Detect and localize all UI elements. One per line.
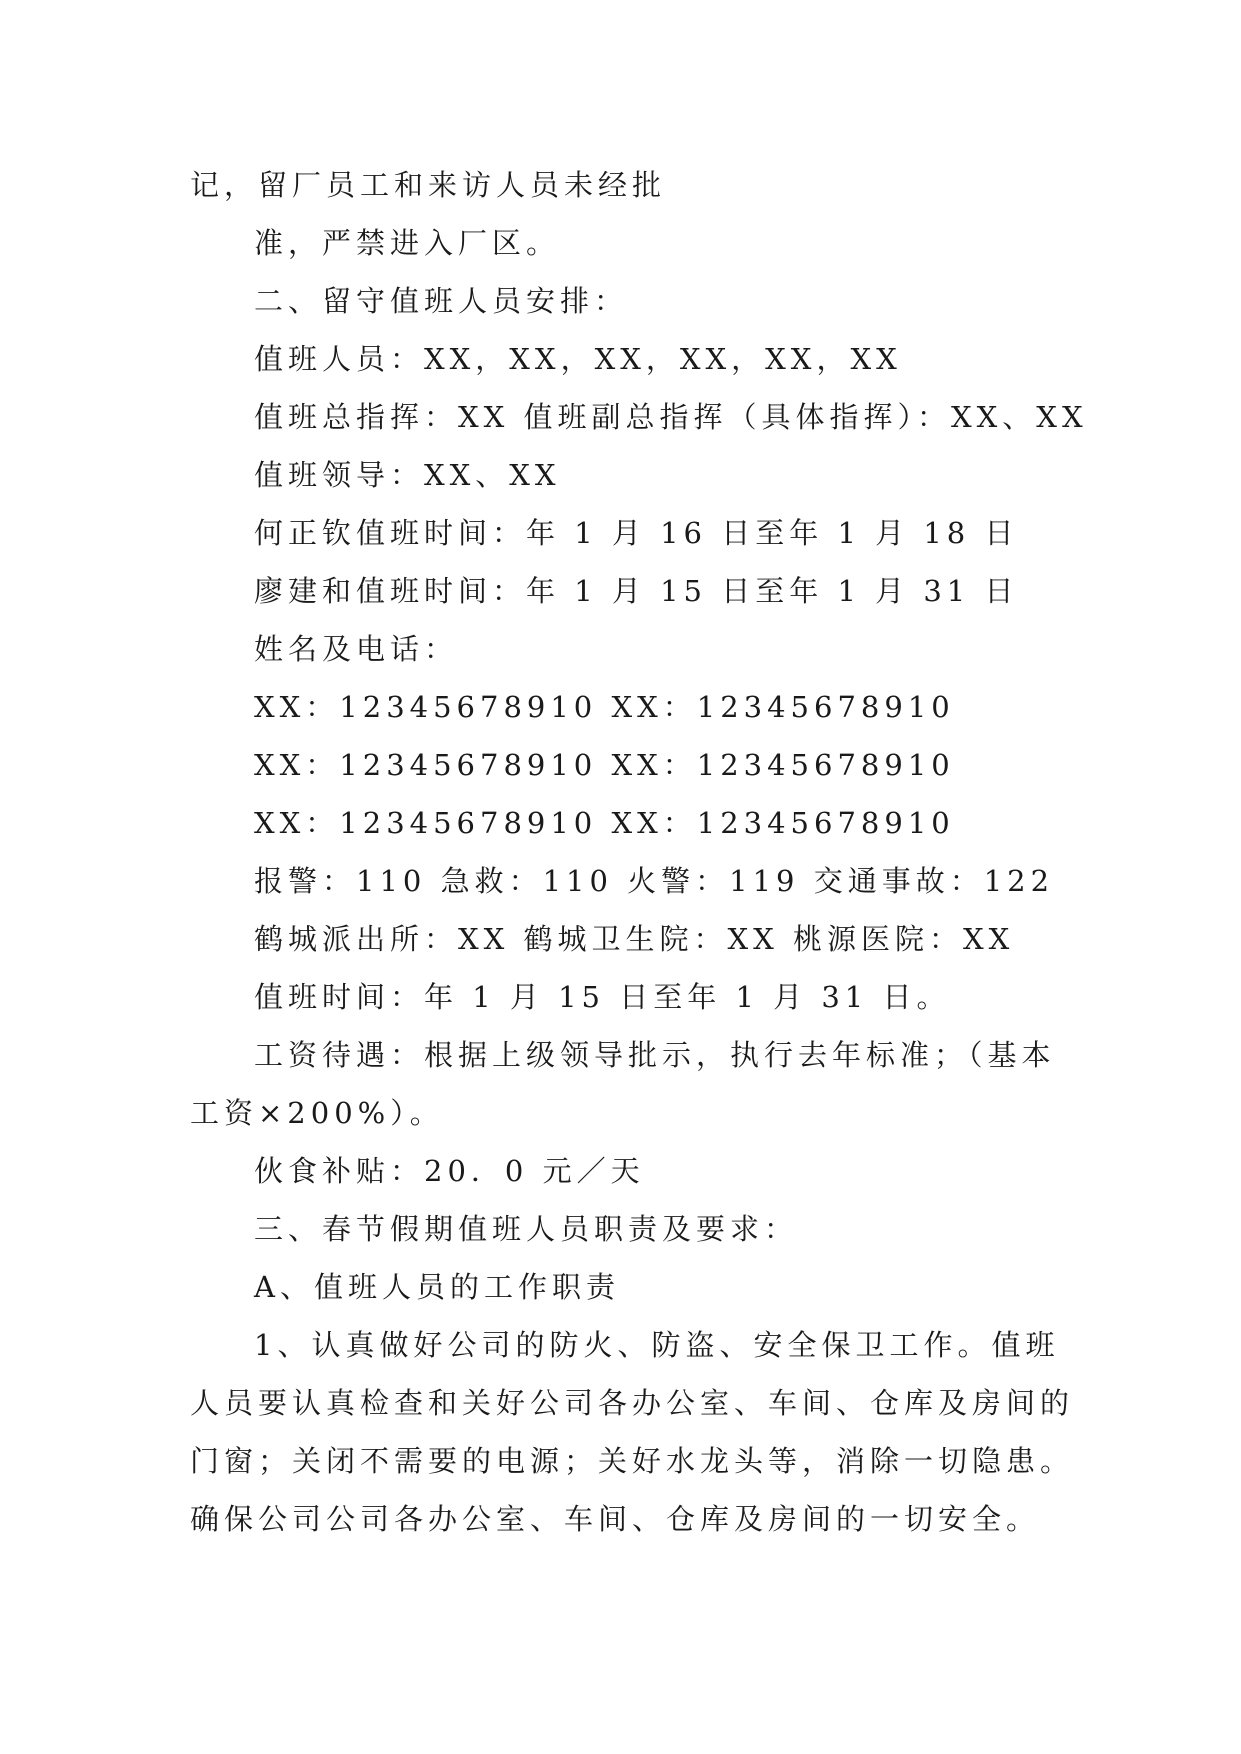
text-line: 确保公司公司各办公室、车间、仓库及房间的一切安全。 bbox=[190, 1502, 1041, 1536]
text-line: 鹤城派出所：XX 鹤城卫生院：XX 桃源医院：XX bbox=[254, 922, 1015, 956]
section-heading: 二、留守值班人员安排： bbox=[254, 284, 629, 318]
text-line: 值班时间：年 1 月 15 日至年 1 月 31 日。 bbox=[254, 980, 951, 1014]
text-line: 伙食补贴：20．0 元／天 bbox=[254, 1154, 645, 1188]
text-line: 准，严禁进入厂区。 bbox=[254, 226, 561, 260]
text-line: 姓名及电话： bbox=[254, 632, 459, 666]
text-line: 工资待遇：根据上级领导批示，执行去年标准；（基本 bbox=[254, 1038, 1056, 1072]
text-line: 值班人员：XX，XX，XX，XX，XX，XX bbox=[254, 342, 902, 376]
emergency-numbers-line: 报警：110 急救：110 火警：119 交通事故：122 bbox=[254, 864, 1055, 898]
contact-line: XX：12345678910 XX：12345678910 bbox=[254, 806, 955, 840]
text-line: 记，留厂员工和来访人员未经批 bbox=[190, 168, 667, 202]
contact-line: XX：12345678910 XX：12345678910 bbox=[254, 748, 955, 782]
text-line: 门窗；关闭不需要的电源；关好水龙头等，消除一切隐患。 bbox=[190, 1444, 1075, 1478]
text-line: 1、认真做好公司的防火、防盗、安全保卫工作。值班 bbox=[254, 1328, 1060, 1362]
subsection-heading: A、值班人员的工作职责 bbox=[254, 1270, 620, 1304]
contact-line: XX：12345678910 XX：12345678910 bbox=[254, 690, 955, 724]
text-line: 廖建和值班时间：年 1 月 15 日至年 1 月 31 日 bbox=[254, 574, 1019, 608]
text-line: 值班领导：XX、XX bbox=[254, 458, 561, 492]
text-line: 人员要认真检查和关好公司各办公室、车间、仓库及房间的 bbox=[190, 1386, 1075, 1420]
text-line: 何正钦值班时间：年 1 月 16 日至年 1 月 18 日 bbox=[254, 516, 1019, 550]
text-line: 工资×200%）。 bbox=[190, 1096, 444, 1130]
section-heading: 三、春节假期值班人员职责及要求： bbox=[254, 1212, 799, 1246]
text-line: 值班总指挥：XX 值班副总指挥（具体指挥）：XX、XX bbox=[254, 400, 1088, 434]
